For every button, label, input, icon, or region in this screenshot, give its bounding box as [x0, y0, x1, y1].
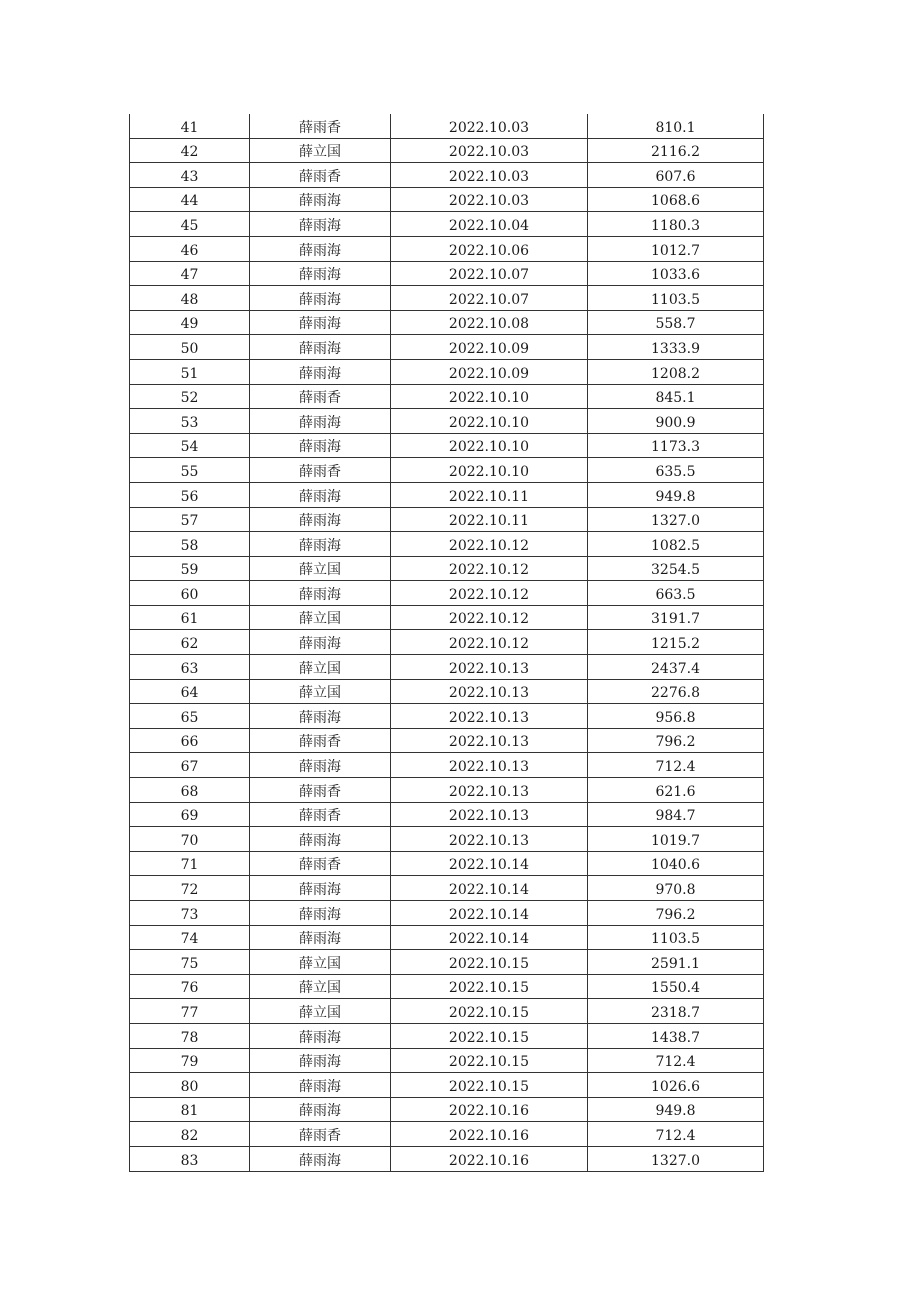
row-number-cell: 57	[130, 507, 250, 532]
amount-cell: 635.5	[588, 458, 764, 483]
row-number-cell: 43	[130, 163, 250, 188]
row-number-cell: 67	[130, 753, 250, 778]
row-number-cell: 56	[130, 482, 250, 507]
table-row	[130, 163, 764, 188]
table-row	[130, 409, 764, 434]
row-number-cell: 69	[130, 802, 250, 827]
amount-cell: 2591.1	[588, 950, 764, 975]
date-cell: 2022.10.12	[391, 556, 588, 581]
amount-cell: 1327.0	[588, 1146, 764, 1171]
date-cell: 2022.10.13	[391, 704, 588, 729]
name-cell: 薛雨海	[250, 876, 391, 901]
table-row	[130, 901, 764, 926]
table-row	[130, 433, 764, 458]
row-number-cell: 73	[130, 901, 250, 926]
amount-cell: 1082.5	[588, 532, 764, 557]
date-cell: 2022.10.11	[391, 482, 588, 507]
row-number-cell: 77	[130, 999, 250, 1024]
name-cell: 薛雨海	[250, 286, 391, 311]
row-number-cell: 68	[130, 778, 250, 803]
amount-cell: 1173.3	[588, 433, 764, 458]
amount-cell: 810.1	[588, 114, 764, 138]
row-number-cell: 53	[130, 409, 250, 434]
row-number-cell: 70	[130, 827, 250, 852]
date-cell: 2022.10.15	[391, 1048, 588, 1073]
amount-cell: 970.8	[588, 876, 764, 901]
date-cell: 2022.10.13	[391, 655, 588, 680]
table-row	[130, 212, 764, 237]
name-cell: 薛立国	[250, 556, 391, 581]
name-cell: 薛雨海	[250, 482, 391, 507]
table-row	[130, 1023, 764, 1048]
amount-cell: 2318.7	[588, 999, 764, 1024]
name-cell: 薛立国	[250, 974, 391, 999]
amount-cell: 1033.6	[588, 261, 764, 286]
row-number-cell: 76	[130, 974, 250, 999]
name-cell: 薛雨海	[250, 532, 391, 557]
row-number-cell: 66	[130, 728, 250, 753]
date-cell: 2022.10.16	[391, 1122, 588, 1147]
table-row	[130, 236, 764, 261]
amount-cell: 663.5	[588, 581, 764, 606]
name-cell: 薛雨海	[250, 753, 391, 778]
row-number-cell: 75	[130, 950, 250, 975]
date-cell: 2022.10.10	[391, 433, 588, 458]
row-number-cell: 60	[130, 581, 250, 606]
name-cell: 薛雨海	[250, 433, 391, 458]
row-number-cell: 71	[130, 851, 250, 876]
table-row	[130, 1048, 764, 1073]
date-cell: 2022.10.09	[391, 359, 588, 384]
amount-cell: 2437.4	[588, 655, 764, 680]
amount-cell: 2276.8	[588, 679, 764, 704]
amount-cell: 1438.7	[588, 1023, 764, 1048]
date-cell: 2022.10.16	[391, 1146, 588, 1171]
amount-cell: 1026.6	[588, 1073, 764, 1098]
date-cell: 2022.10.13	[391, 679, 588, 704]
amount-cell: 949.8	[588, 1097, 764, 1122]
table-row	[130, 679, 764, 704]
date-cell: 2022.10.15	[391, 974, 588, 999]
name-cell: 薛雨海	[250, 335, 391, 360]
date-cell: 2022.10.10	[391, 409, 588, 434]
date-cell: 2022.10.11	[391, 507, 588, 532]
date-cell: 2022.10.14	[391, 876, 588, 901]
name-cell: 薛立国	[250, 138, 391, 163]
row-number-cell: 80	[130, 1073, 250, 1098]
row-number-cell: 51	[130, 359, 250, 384]
row-number-cell: 45	[130, 212, 250, 237]
name-cell: 薛雨香	[250, 778, 391, 803]
row-number-cell: 46	[130, 236, 250, 261]
table-row	[130, 261, 764, 286]
name-cell: 薛立国	[250, 679, 391, 704]
row-number-cell: 49	[130, 310, 250, 335]
row-number-cell: 59	[130, 556, 250, 581]
name-cell: 薛雨海	[250, 827, 391, 852]
date-cell: 2022.10.12	[391, 605, 588, 630]
name-cell: 薛雨海	[250, 507, 391, 532]
date-cell: 2022.10.15	[391, 999, 588, 1024]
name-cell: 薛立国	[250, 950, 391, 975]
table-row	[130, 1146, 764, 1171]
name-cell: 薛立国	[250, 605, 391, 630]
amount-cell: 900.9	[588, 409, 764, 434]
date-cell: 2022.10.13	[391, 753, 588, 778]
name-cell: 薛雨香	[250, 851, 391, 876]
name-cell: 薛雨香	[250, 114, 391, 138]
name-cell: 薛雨海	[250, 187, 391, 212]
row-number-cell: 63	[130, 655, 250, 680]
amount-cell: 712.4	[588, 753, 764, 778]
name-cell: 薛雨香	[250, 163, 391, 188]
date-cell: 2022.10.10	[391, 458, 588, 483]
name-cell: 薛雨海	[250, 925, 391, 950]
records-table-body	[130, 114, 764, 1171]
table-row	[130, 1097, 764, 1122]
row-number-cell: 81	[130, 1097, 250, 1122]
amount-cell: 1040.6	[588, 851, 764, 876]
amount-cell: 949.8	[588, 482, 764, 507]
table-row	[130, 384, 764, 409]
amount-cell: 1019.7	[588, 827, 764, 852]
name-cell: 薛立国	[250, 999, 391, 1024]
date-cell: 2022.10.14	[391, 901, 588, 926]
table-row	[130, 187, 764, 212]
date-cell: 2022.10.15	[391, 1023, 588, 1048]
name-cell: 薛雨香	[250, 384, 391, 409]
table-row	[130, 778, 764, 803]
date-cell: 2022.10.03	[391, 114, 588, 138]
table-row	[130, 925, 764, 950]
date-cell: 2022.10.08	[391, 310, 588, 335]
date-cell: 2022.10.09	[391, 335, 588, 360]
table-row	[130, 876, 764, 901]
amount-cell: 712.4	[588, 1122, 764, 1147]
table-row	[130, 999, 764, 1024]
table-row	[130, 851, 764, 876]
row-number-cell: 55	[130, 458, 250, 483]
name-cell: 薛雨海	[250, 704, 391, 729]
amount-cell: 1068.6	[588, 187, 764, 212]
name-cell: 薛雨香	[250, 728, 391, 753]
row-number-cell: 74	[130, 925, 250, 950]
name-cell: 薛雨海	[250, 1048, 391, 1073]
amount-cell: 796.2	[588, 901, 764, 926]
amount-cell: 1327.0	[588, 507, 764, 532]
row-number-cell: 50	[130, 335, 250, 360]
row-number-cell: 44	[130, 187, 250, 212]
date-cell: 2022.10.14	[391, 851, 588, 876]
amount-cell: 845.1	[588, 384, 764, 409]
name-cell: 薛雨海	[250, 261, 391, 286]
amount-cell: 984.7	[588, 802, 764, 827]
amount-cell: 1103.5	[588, 925, 764, 950]
table-row	[130, 974, 764, 999]
date-cell: 2022.10.10	[391, 384, 588, 409]
records-table	[129, 114, 764, 1172]
amount-cell: 607.6	[588, 163, 764, 188]
table-row	[130, 1073, 764, 1098]
table-row	[130, 753, 764, 778]
amount-cell: 1208.2	[588, 359, 764, 384]
row-number-cell: 61	[130, 605, 250, 630]
table-row	[130, 507, 764, 532]
table-row	[130, 335, 764, 360]
row-number-cell: 41	[130, 114, 250, 138]
date-cell: 2022.10.03	[391, 187, 588, 212]
table-row	[130, 1122, 764, 1147]
amount-cell: 1012.7	[588, 236, 764, 261]
name-cell: 薛雨海	[250, 1146, 391, 1171]
table-row	[130, 286, 764, 311]
row-number-cell: 78	[130, 1023, 250, 1048]
date-cell: 2022.10.07	[391, 261, 588, 286]
amount-cell: 1103.5	[588, 286, 764, 311]
date-cell: 2022.10.06	[391, 236, 588, 261]
date-cell: 2022.10.13	[391, 802, 588, 827]
date-cell: 2022.10.12	[391, 630, 588, 655]
table-row	[130, 359, 764, 384]
row-number-cell: 58	[130, 532, 250, 557]
table-row	[130, 630, 764, 655]
name-cell: 薛雨海	[250, 236, 391, 261]
table-row	[130, 114, 764, 138]
name-cell: 薛雨海	[250, 409, 391, 434]
amount-cell: 3191.7	[588, 605, 764, 630]
name-cell: 薛雨海	[250, 1023, 391, 1048]
row-number-cell: 52	[130, 384, 250, 409]
name-cell: 薛雨海	[250, 310, 391, 335]
amount-cell: 712.4	[588, 1048, 764, 1073]
table-row	[130, 802, 764, 827]
table-row	[130, 827, 764, 852]
row-number-cell: 64	[130, 679, 250, 704]
amount-cell: 2116.2	[588, 138, 764, 163]
table-row	[130, 532, 764, 557]
table-row	[130, 728, 764, 753]
row-number-cell: 54	[130, 433, 250, 458]
name-cell: 薛雨海	[250, 1073, 391, 1098]
date-cell: 2022.10.12	[391, 581, 588, 606]
date-cell: 2022.10.14	[391, 925, 588, 950]
row-number-cell: 82	[130, 1122, 250, 1147]
row-number-cell: 47	[130, 261, 250, 286]
amount-cell: 1333.9	[588, 335, 764, 360]
date-cell: 2022.10.12	[391, 532, 588, 557]
date-cell: 2022.10.07	[391, 286, 588, 311]
table-row	[130, 310, 764, 335]
table-row	[130, 704, 764, 729]
date-cell: 2022.10.03	[391, 138, 588, 163]
row-number-cell: 72	[130, 876, 250, 901]
name-cell: 薛雨香	[250, 458, 391, 483]
date-cell: 2022.10.15	[391, 950, 588, 975]
table-row	[130, 458, 764, 483]
date-cell: 2022.10.04	[391, 212, 588, 237]
name-cell: 薛雨海	[250, 630, 391, 655]
amount-cell: 796.2	[588, 728, 764, 753]
name-cell: 薛雨海	[250, 359, 391, 384]
date-cell: 2022.10.15	[391, 1073, 588, 1098]
amount-cell: 1215.2	[588, 630, 764, 655]
table-row	[130, 950, 764, 975]
date-cell: 2022.10.13	[391, 728, 588, 753]
date-cell: 2022.10.13	[391, 827, 588, 852]
table-row	[130, 655, 764, 680]
row-number-cell: 65	[130, 704, 250, 729]
amount-cell: 1550.4	[588, 974, 764, 999]
row-number-cell: 42	[130, 138, 250, 163]
amount-cell: 621.6	[588, 778, 764, 803]
table-row	[130, 605, 764, 630]
name-cell: 薛雨海	[250, 1097, 391, 1122]
amount-cell: 558.7	[588, 310, 764, 335]
date-cell: 2022.10.03	[391, 163, 588, 188]
name-cell: 薛雨香	[250, 1122, 391, 1147]
table-row	[130, 138, 764, 163]
table-row	[130, 556, 764, 581]
name-cell: 薛雨海	[250, 901, 391, 926]
row-number-cell: 83	[130, 1146, 250, 1171]
table-row	[130, 581, 764, 606]
table-row	[130, 482, 764, 507]
row-number-cell: 79	[130, 1048, 250, 1073]
date-cell: 2022.10.16	[391, 1097, 588, 1122]
name-cell: 薛雨香	[250, 802, 391, 827]
amount-cell: 1180.3	[588, 212, 764, 237]
name-cell: 薛雨海	[250, 212, 391, 237]
name-cell: 薛雨海	[250, 581, 391, 606]
amount-cell: 3254.5	[588, 556, 764, 581]
name-cell: 薛立国	[250, 655, 391, 680]
amount-cell: 956.8	[588, 704, 764, 729]
row-number-cell: 48	[130, 286, 250, 311]
row-number-cell: 62	[130, 630, 250, 655]
date-cell: 2022.10.13	[391, 778, 588, 803]
